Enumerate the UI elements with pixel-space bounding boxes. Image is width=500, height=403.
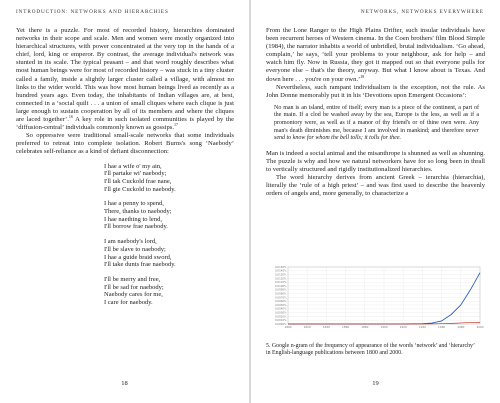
naebody-poem (104, 163, 234, 307)
poem-line: I'll tak Cuckold frae nane, (104, 177, 172, 185)
poem-line: Naebody cares for me, (104, 291, 163, 299)
right-paragraph-1 (266, 27, 485, 84)
right-page (251, 0, 500, 403)
y-tick-label: 0.0130% (274, 273, 287, 277)
x-tick-label: 1940 (418, 325, 426, 329)
poem-stanza-1 (104, 163, 234, 194)
y-tick-label: 0.0030% (274, 311, 287, 315)
right-running-head: NETWORKS, NETWORKS EVERYWHERE (360, 9, 484, 15)
poem-line: I hae a penny to spend, (104, 200, 164, 208)
y-tick-label: 0.0070% (274, 296, 287, 300)
poem-line: I'll take dunts frae naebody. (104, 261, 176, 269)
y-tick-label: 0.0120% (274, 277, 287, 281)
x-tick-label: 2000 (476, 325, 484, 329)
right-paragraph-3: Man is indeed a social animal and the misanthrope is shunned as well as shunning. The puzzle is why and how we natural networkers have for so long been in thrall to vertically structured and rigidly institutionalized hierarchies. (266, 149, 485, 173)
poem-line: There, thanks to naebody; (104, 208, 172, 216)
right-paragraph-4: The word hierarchy derives from ancient Greek – ierarchia (hierarchia), literally the ‘rule of a high priest’ – and was first used to describe the heavenly orders of angels and, more generally, to characterize a (266, 174, 485, 198)
poem-stanza-2 (104, 200, 234, 231)
donne-quote (274, 105, 479, 143)
y-tick-label: 0.0000% (274, 322, 287, 326)
donne-quote-italic: never send to know for whom the bell tolls; it tolls for thee. (274, 127, 479, 142)
poem-line: I hae naething to lend, (104, 215, 162, 223)
y-tick-label: 0.0140% (274, 269, 287, 273)
figure-caption: 5. Google n-gram of the frequency of appearance of the words ‘network’ and ‘hierarchy’ in English-language publications between 1800 and 2000. (266, 343, 475, 357)
left-page (0, 0, 249, 403)
y-tick-label: 0.0100% (274, 284, 287, 288)
poem-line: I'll borrow frae naebody. (104, 223, 168, 231)
poem-line: I'll partake wi' naebody; (104, 170, 167, 178)
right-paragraph-2: Nevertheless, such rampant individualism is the exception, not the rule. As John Donne memorably put it in his ‘Devotions upon Emergent Occasions’: (266, 83, 485, 99)
left-paragraph-2: So oppressive were traditional small-scale networks that some individuals preferred to retreat into complete isolation. Robert Burns's song ‘Naebody’ celebrates self-reliance as a kind of defiant disconnection: (16, 132, 234, 156)
ngram-chart (266, 264, 485, 334)
right-paragraph-1-text: From the Lone Ranger to the High Plains Drifter, such insular individuals have been recurrent heroes of Western cinema. In the Coen brothers' film Blood Simple (1984), the narrator inhabits a world of unbridled, brutal individualism. ‘Go ahead, complain,’ he says, ‘tell your problems to your neighbour, ask for help – and watch him fly. Now in Russia, they got it mapped out so that everyone pulls for everyone else – that's the theory, anyway. But what I know about is Texas. And down here . . . you're on your own.’ (266, 27, 485, 83)
y-tick-label: 0.0050% (274, 303, 287, 307)
y-tick-label: 0.0090% (274, 288, 287, 292)
left-paragraph-1 (16, 27, 234, 132)
donne-quote-text: No man is an island, entire of itself; every man is a piece of the continent, a part of the main. If a clod be washed away by the sea, Europe is the less, as well as if a promontory were, as well as if a manor of thy friend's or of thine own were. Any man's death diminishes me, because I am involved in mankind; and therefore (274, 104, 479, 134)
poem-line: I'll gie Cuckold to naebody. (104, 185, 176, 193)
poem-line: I'll be slave to naebody; (104, 245, 166, 253)
footnote-ref-16: 16 (68, 113, 73, 119)
y-tick-label: 0.0040% (274, 307, 287, 311)
x-tick-label: 1800 (284, 325, 292, 329)
poem-line: I am naebody's lord, (104, 238, 157, 246)
x-tick-label: 1880 (361, 325, 369, 329)
poem-line: I hae a guide braid sword, (104, 253, 172, 261)
x-tick-label: 1860 (342, 325, 350, 329)
y-tick-label: 0.0020% (274, 315, 287, 319)
x-tick-label: 1960 (438, 325, 446, 329)
left-page-number: 18 (121, 380, 128, 387)
poem-line: I hae a wife o' my ain, (104, 162, 162, 170)
ngram-figure (266, 264, 485, 334)
left-body (16, 27, 234, 314)
poem-line: I'll be merry and free, (104, 275, 161, 283)
y-tick-label: 0.0080% (274, 292, 287, 296)
footnote-ref-18: 18 (360, 73, 365, 79)
x-tick-label: 1840 (322, 325, 330, 329)
right-page-number: 19 (372, 380, 379, 387)
poem-stanza-4 (104, 276, 234, 307)
footnote-ref-17: 17 (174, 121, 178, 127)
x-tick-label: 1920 (399, 325, 407, 329)
right-body (266, 27, 485, 198)
x-tick-label: 1900 (380, 325, 388, 329)
y-tick-label: 0.0010% (274, 319, 287, 323)
poem-line: I care for naebody. (104, 299, 153, 307)
x-tick-label: 1980 (457, 325, 465, 329)
poem-line: I'll be sad for naebody; (104, 283, 164, 291)
x-tick-label: 1820 (303, 325, 311, 329)
left-paragraph-1-text: Yet there is a puzzle. For most of recorded history, hierarchies dominated networks in their scope and scale. Men and women were mostly organized into hierarchical structures, with power concentrated at the very top in the hands of a chief, lord, king or emperor. By contrast, the average individual's network was stunted in its scale. The typical peasant – and that word roughly describes what most human beings were for most of recorded history – was stuck in a tiny cluster called a family, inside a slightly larger cluster called a village, with almost no links to the wider world. This was how most human beings lived as recently as a hundred years ago. Even today, the inhabitants of Indian villages are, at best, connected in a ‘social quilt . . . a union of small cliques where each clique is just large enough to sustain cooperation by all of its members and where the cliques are laced together’. (16, 27, 234, 124)
y-tick-label: 0.0150% (274, 265, 287, 269)
y-tick-label: 0.0060% (274, 300, 287, 304)
y-tick-label: 0.0110% (274, 281, 287, 285)
left-running-head: INTRODUCTION: NETWORKS AND HIERARCHIES (16, 9, 169, 15)
left-paragraph-1-tail: A key role in such isolated communities is played by the ‘diffusion-central’ individuals commonly known as gossips. (16, 116, 234, 132)
poem-stanza-3 (104, 238, 234, 269)
